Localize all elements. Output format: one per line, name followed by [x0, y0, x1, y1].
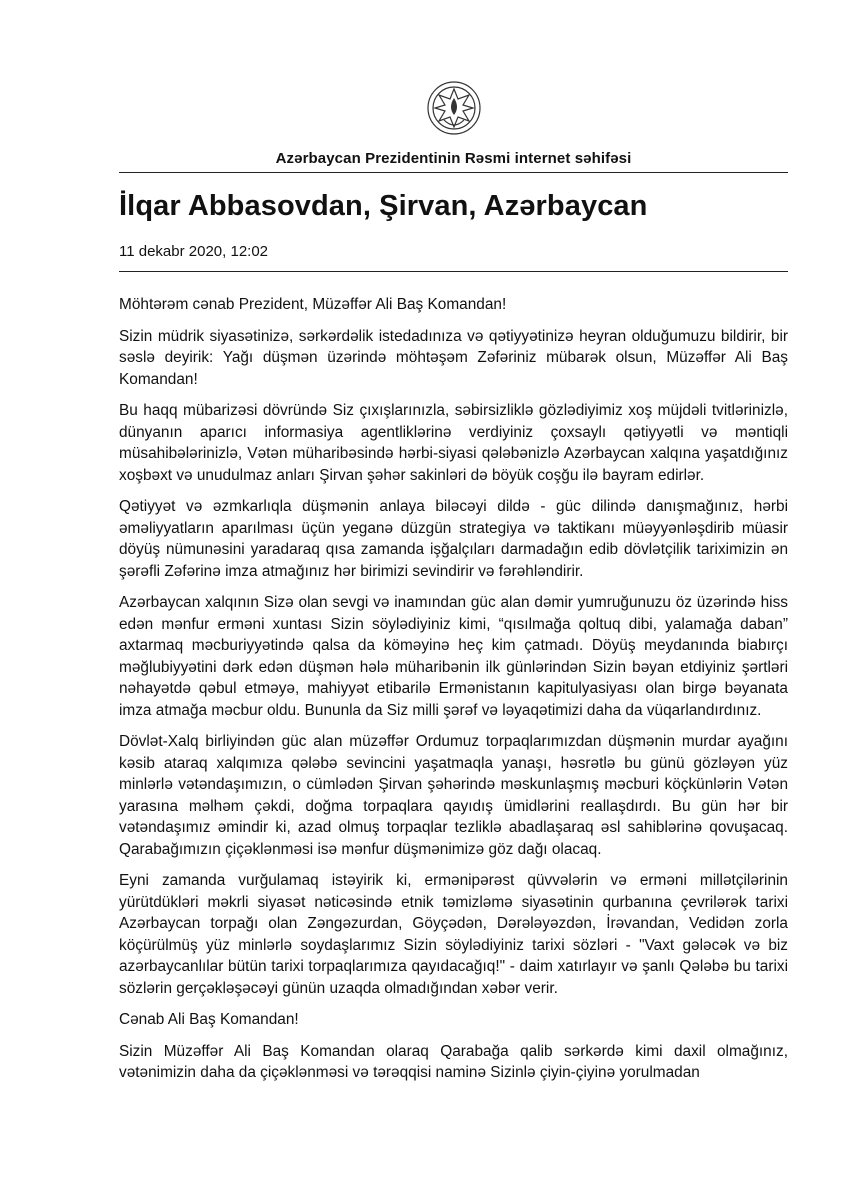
header-divider [119, 172, 788, 173]
paragraph: Möhtərəm cənab Prezident, Müzəffər Ali Baş Komandan! [119, 296, 507, 313]
paragraph: Sizin Müzəffər Ali Baş Komandan olaraq Qarabağa qalib sərkərdə kimi daxil olmağınız, vətənimizin daha da çiçəklənməsi və tərəqqisi naminə Sizinlə çiyin-çiyinə yorulmadan [119, 1042, 788, 1081]
paragraph: Bu haqq mübarizəsi dövründə Siz çıxışlarınızla, səbirsizliklə gözlədiyimiz xoş müjdəli tvitlərinizlə, dünyanın aparıcı informasiya agentliklərinə verdiyiniz çoxsaylı qətiyyətli və məntiqli müsahibələrinizlə, Vətən müharibəsində hərbi-siyasi qələbənizlə Azərbaycan xalqına yaşatdığınız xoşbəxt və unudulmaz anları Şirvan şəhər sakinləri də böyük coşğu ilə bayram edirlər. [119, 402, 788, 484]
paragraph: Dövlət-Xalq birliyindən güc alan müzəffər Ordumuz torpaqlarımızdan düşmənin murdar ayağını kəsib ataraq xalqımıza qələbə sevincini yaşatmaqla yanaşı, həsrətlə bu günü gözləyən yüz minlərlə vətəndaşımızın, o cümlədən Şirvan şəhərində məskunlaşmış məcburi köçkünlərin Vətən yarasına məlhəm çəkdi, doğma torpaqlara qayıdış ümidlərini reallaşdırdı. Bu gün hər bir vətəndaşımız əmindir ki, azad olmuş torpaqlar tezliklə abadlaşaraq əsl sahiblərinə qovuşacaq. Qarabağımızın çiçəklənməsi isə mənfur düşmənimizə göz dağı olacaq. [119, 733, 788, 858]
paragraph: Qətiyyət və əzmkarlıqla düşmənin anlaya biləcəyi dildə - güc dilində danışmağınız, hərbi əməliyyatların aparılması üçün yeganə düzgün strategiya və taktikanı müəyyənləşdirib müasir döyüş nümunəsini yaradaraq qısa zamanda işğalçıları darmadağın edib dövlətçilik tariximizin ən şərəfli Zəfərinə imza atmağınız hər birimizi sevindirir və fərəhləndirir. [119, 498, 788, 580]
paragraph: Sizin müdrik siyasətinizə, sərkərdəlik istedadınıza və qətiyyətinizə heyran olduğumuzu bildirir, bir səslə deyirik: Yağı düşmən üzərində möhtəşəm Zəfəriniz mübarək olsun, Müzəffər Ali Baş Komandan! [119, 327, 788, 388]
article-body [119, 294, 788, 1094]
article-title: İlqar Abbasovdan, Şirvan, Azərbaycan [119, 190, 648, 222]
site-title: Azərbaycan Prezidentinin Rəsmi internet səhifəsi [275, 150, 632, 167]
paragraph: Eyni zamanda vurğulamaq istəyirik ki, ermənipərəst qüvvələrin və erməni millətçilərinin yürütdükləri məkrli siyasət nəticəsində etnik təmizləmə siyasətinin qurbanına çevrilərək tarixi Azərbaycan torpağı olan Zəngəzurdan, Göyçədən, Dərələyəzdən, İrəvandan, Vedidən zorla köçürülmüş yüz minlərlə soydaşlarımız Sizin söylədiyiniz tarixi sözləri - "Vaxt gələcək və biz azərbaycanlılar bütün tarixi torpaqlarımıza qayıdacağıq!" - daim xatırlayır və şanlı Qələbə bu tarixi sözlərin gerçəkləşəcəyi günün uzaqda olmadığından xəbər verir. [119, 872, 788, 997]
paragraph: Azərbaycan xalqının Sizə olan sevgi və inamından güc alan dəmir yumruğunuzu öz üzərində hiss edən mənfur erməni xuntası Sizin söylədiyiniz kimi, “qısılmağa qoltuq dibi, yalamağa daban” axtarmaq məcburiyyətində qalsa da köməyinə heç kim çatmadı. Döyüş meydanında biabırçı məğlubiyyətini dərk edən düşmən hələ müharibənin ilk günlərindən Sizin bəyan etdiyiniz şərtləri nəhayətdə qəbul etməyə, mahiyyət etibarilə Ermənistanın kapitulyasiyası olan birgə bəyanata imza atmağa məcbur oldu. Bununla da Siz milli şərəf və ləyaqətimizi daha da vüqarlandırdınız. [119, 594, 788, 719]
article-date: 11 dekabr 2020, 12:02 [119, 243, 269, 260]
title-divider [119, 271, 788, 272]
state-emblem-icon [426, 80, 482, 136]
paragraph: Cənab Ali Baş Komandan! [119, 1011, 299, 1028]
